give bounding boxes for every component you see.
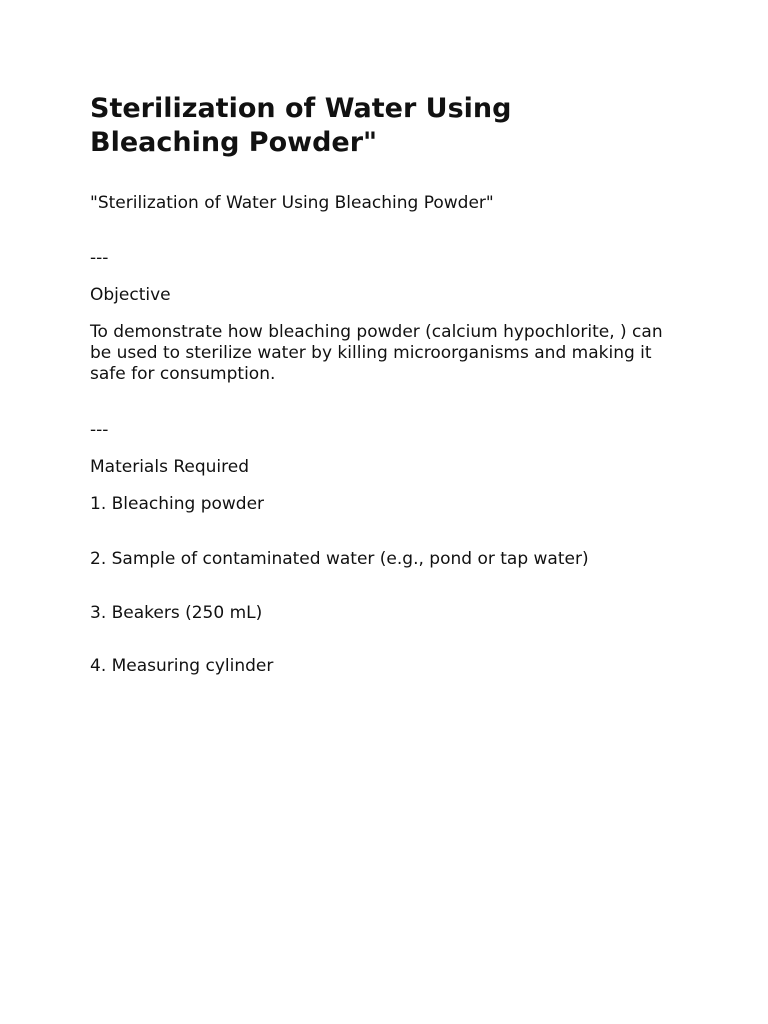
document-title: Sterilization of Water Using Bleaching Powder" [90, 93, 512, 158]
objective-text: To demonstrate how bleaching powder (calcium hypochlorite, ) can be used to sterilize water by killing microorganisms and making it safe for consumption. [90, 322, 663, 384]
material-item: 3. Beakers (250 mL) [90, 603, 263, 623]
material-item: 4. Measuring cylinder [90, 656, 274, 676]
material-item: 2. Sample of contaminated water (e.g., pond or tap water) [90, 549, 589, 569]
document-subtitle: "Sterilization of Water Using Bleaching Powder" [90, 193, 494, 213]
material-item: 1. Bleaching powder [90, 494, 265, 514]
materials-heading: Materials Required [90, 457, 249, 477]
section-separator: --- [90, 420, 109, 440]
objective-heading: Objective [90, 285, 171, 305]
section-separator: --- [90, 248, 109, 268]
